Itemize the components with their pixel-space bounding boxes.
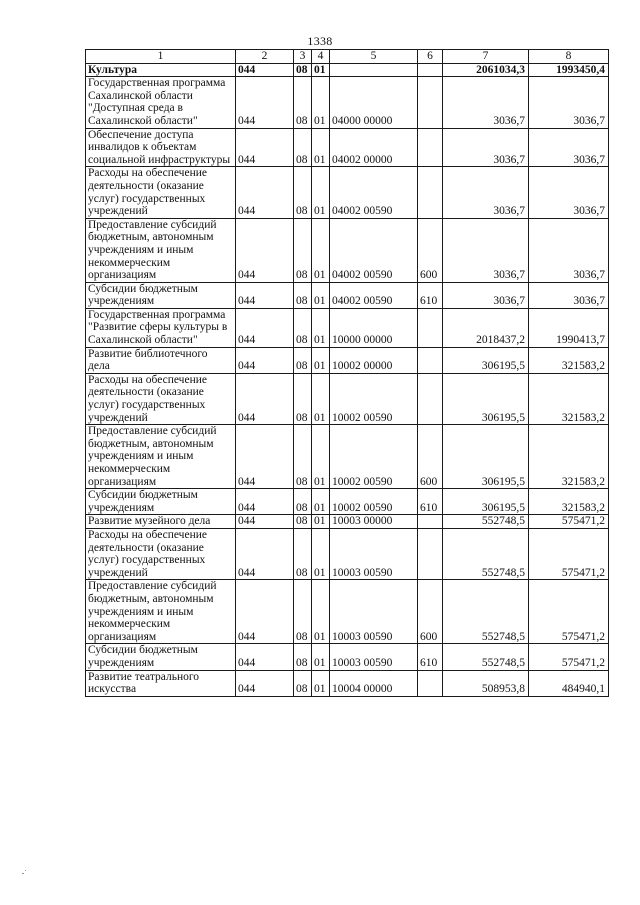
amount-year2-cell: 321583,2 bbox=[529, 347, 609, 373]
row-name-cell: Субсидии бюджетным учреждениям bbox=[86, 644, 236, 670]
section-cell: 08 bbox=[294, 282, 312, 308]
target-article-cell: 10002 00590 bbox=[330, 373, 418, 424]
section-cell: 08 bbox=[294, 167, 312, 218]
expense-type-cell bbox=[418, 515, 443, 529]
section-cell: 08 bbox=[294, 580, 312, 644]
target-article-cell: 10002 00000 bbox=[330, 347, 418, 373]
ministry-code-cell: 044 bbox=[236, 218, 294, 282]
amount-year2-cell: 3036,7 bbox=[529, 167, 609, 218]
section-cell: 08 bbox=[294, 528, 312, 579]
column-header: 4 bbox=[312, 50, 330, 64]
column-header: 1 bbox=[86, 50, 236, 64]
subsection-cell: 01 bbox=[312, 489, 330, 515]
target-article-cell: 04002 00000 bbox=[330, 128, 418, 167]
column-header: 3 bbox=[294, 50, 312, 64]
table-row bbox=[86, 373, 609, 424]
ministry-code-cell: 044 bbox=[236, 63, 294, 77]
amount-year1-cell: 3036,7 bbox=[443, 167, 529, 218]
expense-type-cell: 610 bbox=[418, 644, 443, 670]
row-name-cell: Развитие библиотечного дела bbox=[86, 347, 236, 373]
subsection-cell: 01 bbox=[312, 515, 330, 529]
section-cell: 08 bbox=[294, 489, 312, 515]
ministry-code-cell: 044 bbox=[236, 128, 294, 167]
expense-type-cell bbox=[418, 167, 443, 218]
row-name-cell: Развитие музейного дела bbox=[86, 515, 236, 529]
table-row bbox=[86, 644, 609, 670]
ministry-code-cell: 044 bbox=[236, 167, 294, 218]
section-cell: 08 bbox=[294, 218, 312, 282]
target-article-cell: 10003 00590 bbox=[330, 644, 418, 670]
budget-table bbox=[85, 49, 609, 697]
expense-type-cell bbox=[418, 77, 443, 128]
subsection-cell: 01 bbox=[312, 308, 330, 347]
ministry-code-cell: 044 bbox=[236, 308, 294, 347]
amount-year2-cell: 575471,2 bbox=[529, 644, 609, 670]
target-article-cell: 04002 00590 bbox=[330, 218, 418, 282]
table-row bbox=[86, 128, 609, 167]
table-row bbox=[86, 77, 609, 128]
amount-year2-cell: 321583,2 bbox=[529, 373, 609, 424]
table-row bbox=[86, 528, 609, 579]
ministry-code-cell: 044 bbox=[236, 77, 294, 128]
target-article-cell: 10000 00000 bbox=[330, 308, 418, 347]
subsection-cell: 01 bbox=[312, 77, 330, 128]
ministry-code-cell: 044 bbox=[236, 670, 294, 696]
amount-year2-cell: 575471,2 bbox=[529, 515, 609, 529]
column-header: 2 bbox=[236, 50, 294, 64]
amount-year1-cell: 2061034,3 bbox=[443, 63, 529, 77]
amount-year1-cell: 552748,5 bbox=[443, 580, 529, 644]
section-cell: 08 bbox=[294, 308, 312, 347]
expense-type-cell: 600 bbox=[418, 580, 443, 644]
amount-year1-cell: 552748,5 bbox=[443, 644, 529, 670]
amount-year2-cell: 484940,1 bbox=[529, 670, 609, 696]
section-cell: 08 bbox=[294, 128, 312, 167]
amount-year1-cell: 552748,5 bbox=[443, 515, 529, 529]
table-row bbox=[86, 489, 609, 515]
subsection-cell: 01 bbox=[312, 644, 330, 670]
subsection-cell: 01 bbox=[312, 167, 330, 218]
table-row bbox=[86, 63, 609, 77]
table-row bbox=[86, 282, 609, 308]
amount-year1-cell: 508953,8 bbox=[443, 670, 529, 696]
amount-year1-cell: 2018437,2 bbox=[443, 308, 529, 347]
target-article-cell: 10003 00590 bbox=[330, 580, 418, 644]
subsection-cell: 01 bbox=[312, 373, 330, 424]
table-row bbox=[86, 580, 609, 644]
section-cell: 08 bbox=[294, 425, 312, 489]
expense-type-cell bbox=[418, 308, 443, 347]
amount-year1-cell: 3036,7 bbox=[443, 282, 529, 308]
table-row bbox=[86, 515, 609, 529]
row-name-cell: Культура bbox=[86, 63, 236, 77]
section-cell: 08 bbox=[294, 670, 312, 696]
expense-type-cell: 600 bbox=[418, 425, 443, 489]
section-cell: 08 bbox=[294, 515, 312, 529]
expense-type-cell bbox=[418, 373, 443, 424]
amount-year2-cell: 575471,2 bbox=[529, 580, 609, 644]
row-name-cell: Предоставление субсидий бюджетным, автономным учреждениям и иным некоммерческим организациям bbox=[86, 218, 236, 282]
section-cell: 08 bbox=[294, 347, 312, 373]
amount-year2-cell: 3036,7 bbox=[529, 128, 609, 167]
table-body bbox=[86, 63, 609, 696]
ministry-code-cell: 044 bbox=[236, 425, 294, 489]
subsection-cell: 01 bbox=[312, 670, 330, 696]
ministry-code-cell: 044 bbox=[236, 580, 294, 644]
amount-year1-cell: 552748,5 bbox=[443, 528, 529, 579]
row-name-cell: Расходы на обеспечение деятельности (оказание услуг) государственных учреждений bbox=[86, 373, 236, 424]
target-article-cell: 10004 00000 bbox=[330, 670, 418, 696]
expense-type-cell bbox=[418, 128, 443, 167]
subsection-cell: 01 bbox=[312, 425, 330, 489]
section-cell: 08 bbox=[294, 63, 312, 77]
amount-year1-cell: 3036,7 bbox=[443, 128, 529, 167]
subsection-cell: 01 bbox=[312, 218, 330, 282]
target-article-cell: 04000 00000 bbox=[330, 77, 418, 128]
table-row bbox=[86, 670, 609, 696]
ministry-code-cell: 044 bbox=[236, 644, 294, 670]
row-name-cell: Расходы на обеспечение деятельности (оказание услуг) государственных учреждений bbox=[86, 167, 236, 218]
row-name-cell: Предоставление субсидий бюджетным, автономным учреждениям и иным некоммерческим организациям bbox=[86, 425, 236, 489]
amount-year1-cell: 3036,7 bbox=[443, 77, 529, 128]
section-cell: 08 bbox=[294, 644, 312, 670]
column-header: 8 bbox=[529, 50, 609, 64]
amount-year2-cell: 3036,7 bbox=[529, 77, 609, 128]
subsection-cell: 01 bbox=[312, 63, 330, 77]
subsection-cell: 01 bbox=[312, 347, 330, 373]
amount-year1-cell: 3036,7 bbox=[443, 218, 529, 282]
row-name-cell: Государственная программа Сахалинской области "Доступная среда в Сахалинской области" bbox=[86, 77, 236, 128]
expense-type-cell bbox=[418, 347, 443, 373]
target-article-cell: 10002 00590 bbox=[330, 425, 418, 489]
amount-year2-cell: 321583,2 bbox=[529, 489, 609, 515]
table-row bbox=[86, 167, 609, 218]
subsection-cell: 01 bbox=[312, 580, 330, 644]
amount-year2-cell: 1993450,4 bbox=[529, 63, 609, 77]
amount-year2-cell: 1990413,7 bbox=[529, 308, 609, 347]
section-cell: 08 bbox=[294, 373, 312, 424]
table-row bbox=[86, 308, 609, 347]
expense-type-cell bbox=[418, 63, 443, 77]
amount-year1-cell: 306195,5 bbox=[443, 489, 529, 515]
ministry-code-cell: 044 bbox=[236, 515, 294, 529]
expense-type-cell bbox=[418, 528, 443, 579]
table-row bbox=[86, 425, 609, 489]
row-name-cell: Государственная программа "Развитие сферы культуры в Сахалинской области" bbox=[86, 308, 236, 347]
row-name-cell: Обеспечение доступа инвалидов к объектам социальной инфраструктуры bbox=[86, 128, 236, 167]
amount-year2-cell: 3036,7 bbox=[529, 282, 609, 308]
column-header: 6 bbox=[418, 50, 443, 64]
target-article-cell: 10002 00590 bbox=[330, 489, 418, 515]
scan-speck bbox=[25, 870, 26, 871]
table-header-row bbox=[86, 50, 609, 64]
ministry-code-cell: 044 bbox=[236, 373, 294, 424]
amount-year2-cell: 3036,7 bbox=[529, 218, 609, 282]
page-number: 1338 bbox=[307, 34, 333, 48]
amount-year2-cell: 321583,2 bbox=[529, 425, 609, 489]
subsection-cell: 01 bbox=[312, 282, 330, 308]
expense-type-cell bbox=[418, 670, 443, 696]
table-row bbox=[86, 347, 609, 373]
scan-speck bbox=[22, 873, 24, 874]
subsection-cell: 01 bbox=[312, 128, 330, 167]
target-article-cell: 04002 00590 bbox=[330, 167, 418, 218]
target-article-cell: 10003 00000 bbox=[330, 515, 418, 529]
column-header: 5 bbox=[330, 50, 418, 64]
row-name-cell: Развитие театрального искусства bbox=[86, 670, 236, 696]
amount-year1-cell: 306195,5 bbox=[443, 373, 529, 424]
amount-year1-cell: 306195,5 bbox=[443, 347, 529, 373]
target-article-cell bbox=[330, 63, 418, 77]
ministry-code-cell: 044 bbox=[236, 347, 294, 373]
target-article-cell: 04002 00590 bbox=[330, 282, 418, 308]
target-article-cell: 10003 00590 bbox=[330, 528, 418, 579]
row-name-cell: Предоставление субсидий бюджетным, автономным учреждениям и иным некоммерческим организациям bbox=[86, 580, 236, 644]
expense-type-cell: 610 bbox=[418, 489, 443, 515]
expense-type-cell: 610 bbox=[418, 282, 443, 308]
column-header: 7 bbox=[443, 50, 529, 64]
section-cell: 08 bbox=[294, 77, 312, 128]
expense-type-cell: 600 bbox=[418, 218, 443, 282]
row-name-cell: Расходы на обеспечение деятельности (оказание услуг) государственных учреждений bbox=[86, 528, 236, 579]
ministry-code-cell: 044 bbox=[236, 282, 294, 308]
row-name-cell: Субсидии бюджетным учреждениям bbox=[86, 489, 236, 515]
table-row bbox=[86, 218, 609, 282]
amount-year1-cell: 306195,5 bbox=[443, 425, 529, 489]
subsection-cell: 01 bbox=[312, 528, 330, 579]
amount-year2-cell: 575471,2 bbox=[529, 528, 609, 579]
ministry-code-cell: 044 bbox=[236, 528, 294, 579]
row-name-cell: Субсидии бюджетным учреждениям bbox=[86, 282, 236, 308]
ministry-code-cell: 044 bbox=[236, 489, 294, 515]
